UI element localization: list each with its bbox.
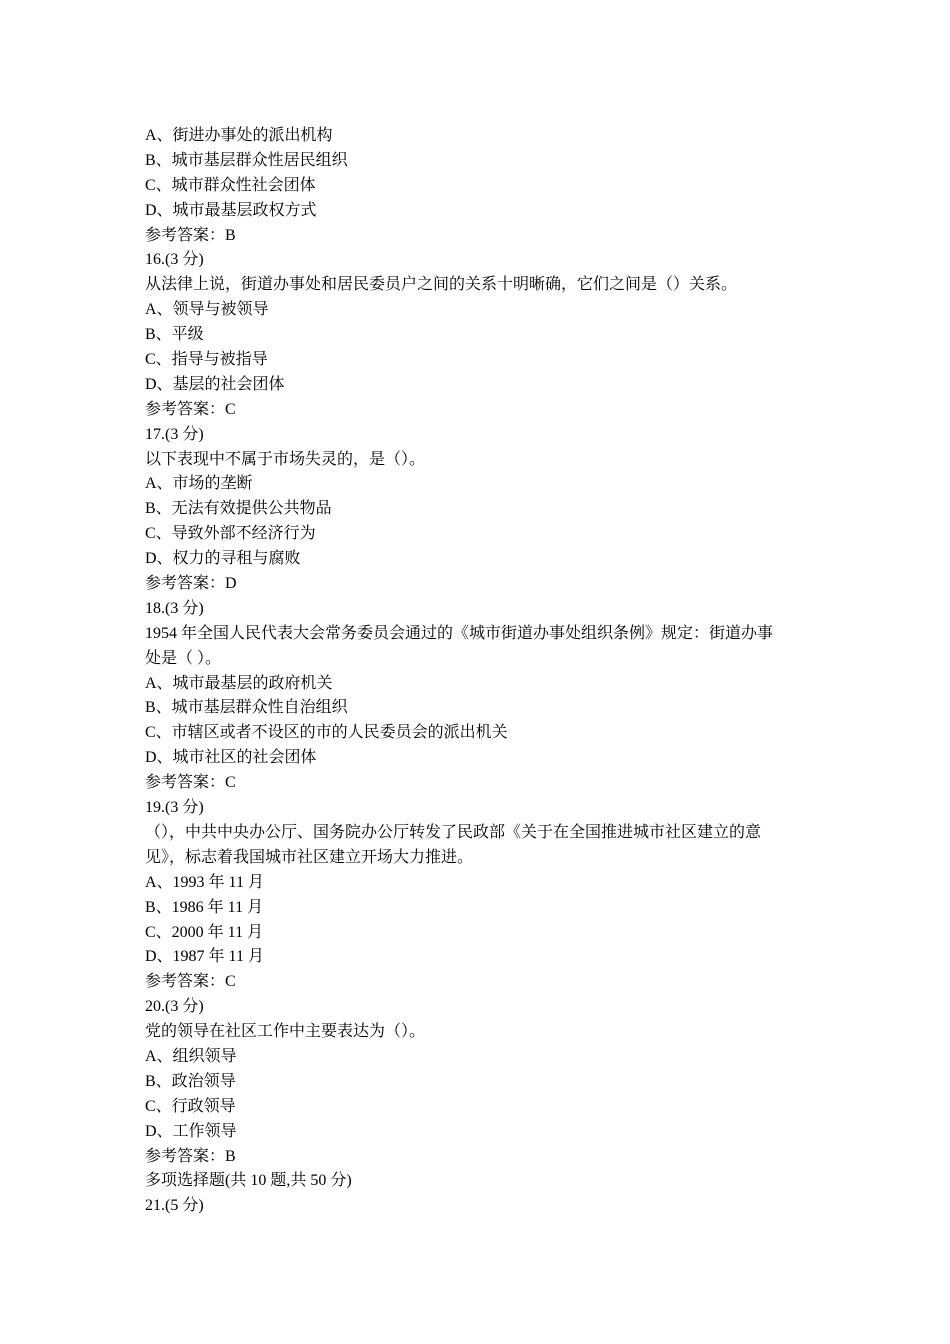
q18-stem-line2: 处是（ ）。 — [145, 649, 222, 667]
q18-option-a: A、城市最基层的政府机关 — [145, 674, 333, 692]
q20-answer: 参考答案：B — [145, 1147, 236, 1165]
q17-stem: 以下表现中不属于市场失灵的，是（）。 — [145, 450, 426, 468]
q20-option-c: C、行政领导 — [145, 1097, 236, 1115]
q19-option-b: B、1986 年 11 月 — [145, 898, 264, 916]
q20-option-a: A、组织领导 — [145, 1047, 237, 1065]
q15-option-c: C、城市群众性社会团体 — [145, 176, 316, 194]
q17-option-c: C、导致外部不经济行为 — [145, 525, 316, 543]
section-heading-multiple-choice: 多项选择题(共 10 题,共 50 分) — [145, 1172, 352, 1190]
q20-stem: 党的领导在社区工作中主要表达为（）。 — [145, 1023, 426, 1041]
q16-option-d: D、基层的社会团体 — [145, 375, 285, 393]
q17-option-d: D、权力的寻租与腐败 — [145, 550, 301, 568]
q19-answer: 参考答案：C — [145, 973, 236, 991]
q15-option-b: B、城市基层群众性居民组织 — [145, 151, 348, 169]
q20-option-b: B、政治领导 — [145, 1072, 236, 1090]
q18-answer: 参考答案：C — [145, 774, 236, 792]
q18-option-c: C、市辖区或者不设区的市的人民委员会的派出机关 — [145, 724, 508, 742]
q18-header: 18.(3 分) — [145, 599, 204, 617]
q16-answer: 参考答案：C — [145, 400, 236, 418]
q20-header: 20.(3 分) — [145, 998, 204, 1016]
q15-answer: 参考答案：B — [145, 226, 236, 244]
q19-option-d: D、1987 年 11 月 — [145, 948, 264, 966]
document-page — [145, 124, 817, 1219]
q19-stem-line1: （），中共中央办公厅、国务院办公厅转发了民政部《关于在全国推进城市社区建立的意 — [145, 823, 762, 841]
q16-header: 16.(3 分) — [145, 251, 204, 269]
q16-option-b: B、平级 — [145, 326, 204, 344]
q18-option-d: D、城市社区的社会团体 — [145, 749, 317, 767]
q19-stem-line2: 见》，标志着我国城市社区建立开场大力推进。 — [145, 848, 474, 866]
q16-option-a: A、领导与被领导 — [145, 301, 269, 319]
q18-option-b: B、城市基层群众性自治组织 — [145, 699, 348, 717]
q15-option-a: A、街进办事处的派出机构 — [145, 127, 333, 144]
q19-header: 19.(3 分) — [145, 799, 204, 817]
q18-stem-line1: 1954 年全国人民代表大会常务委员会通过的《城市街道办事处组织条例》规定：街道办事 — [145, 624, 774, 642]
q17-header: 17.(3 分) — [145, 425, 204, 443]
q21-header: 21.(5 分) — [145, 1197, 204, 1215]
q20-option-d: D、工作领导 — [145, 1122, 237, 1140]
q17-answer: 参考答案：D — [145, 575, 237, 593]
q16-option-c: C、指导与被指导 — [145, 351, 268, 369]
q19-option-c: C、2000 年 11 月 — [145, 923, 264, 941]
q17-option-b: B、无法有效提供公共物品 — [145, 500, 332, 518]
q19-option-a: A、1993 年 11 月 — [145, 873, 264, 891]
q17-option-a: A、市场的垄断 — [145, 475, 253, 493]
q15-option-d: D、城市最基层政权方式 — [145, 201, 317, 219]
q16-stem: 从法律上说，街道办事处和居民委员户之间的关系十明晰确，它们之间是（）关系。 — [145, 276, 738, 294]
